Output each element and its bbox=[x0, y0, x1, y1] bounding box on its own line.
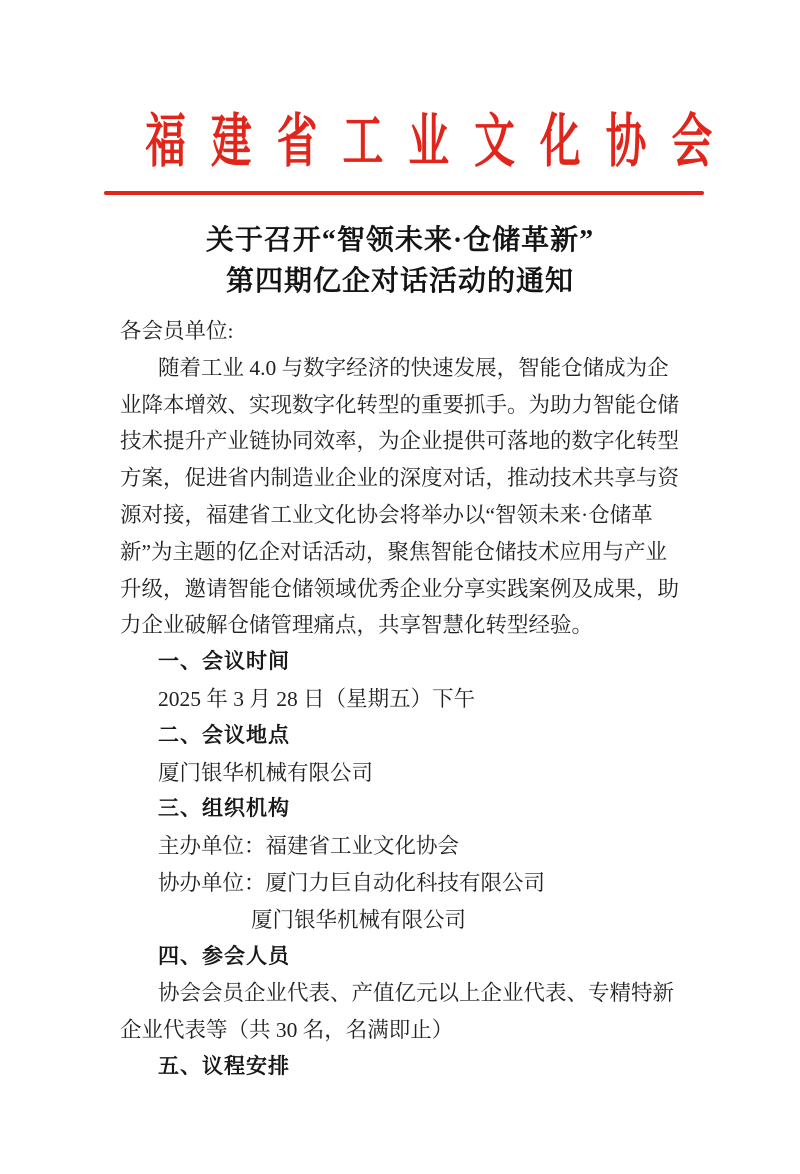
body-line: 力企业破解仓储管理痛点，共享智慧化转型经验。 bbox=[120, 613, 594, 638]
body-line: 厦门银华机械有限公司 bbox=[251, 907, 467, 932]
body-line: 各会员单位: bbox=[120, 319, 234, 343]
section-heading: 一、会议时间 bbox=[158, 650, 290, 674]
section-heading: 四、参会人员 bbox=[158, 944, 290, 968]
body-line: 源对接，福建省工业文化协会将举办以“智领未来·仓储革 bbox=[120, 502, 653, 527]
body-line: 2025 年 3 月 28 日（星期五）下午 bbox=[158, 686, 476, 711]
section-heading: 五、议程安排 bbox=[158, 1054, 290, 1078]
body-line: 升级，邀请智能仓储领域优秀企业分享实践案例及成果，助 bbox=[120, 576, 680, 601]
body-line: 主办单位：福建省工业文化协会 bbox=[158, 834, 460, 859]
body-line: 厦门银华机械有限公司 bbox=[158, 760, 374, 785]
document-title-line1: 关于召开“智领未来·仓储革新” bbox=[205, 225, 595, 256]
letterhead-org-name: 福建省工业文化协会 bbox=[145, 109, 738, 174]
document-title bbox=[0, 220, 800, 302]
body-line: 新”为主题的亿企对话活动，聚焦智能仓储技术应用与产业 bbox=[120, 539, 668, 564]
section-heading: 二、会议地点 bbox=[158, 723, 290, 747]
body-line: 方案，促进省内制造业企业的深度对话，推动技术共享与资 bbox=[120, 466, 680, 491]
body-line: 协办单位：厦门力巨自动化科技有限公司 bbox=[158, 870, 546, 895]
body-line: 协会会员企业代表、产值亿元以上企业代表、专精特新 bbox=[158, 981, 675, 1006]
body-line: 业降本增效、实现数字化转型的重要抓手。为助力智能仓储 bbox=[120, 392, 680, 417]
body-line: 企业代表等（共 30 名，名满即止） bbox=[120, 1018, 454, 1043]
body-lines bbox=[120, 313, 686, 1086]
body-line: 随着工业 4.0 与数字经济的快速发展，智能仓储成为企 bbox=[158, 355, 669, 380]
section-heading: 三、组织机构 bbox=[158, 797, 290, 821]
document-title-line2: 第四期亿企对话活动的通知 bbox=[225, 266, 574, 297]
letterhead-divider-line bbox=[104, 191, 704, 195]
body-line: 技术提升产业链协同效率，为企业提供可落地的数字化转型 bbox=[120, 429, 680, 454]
